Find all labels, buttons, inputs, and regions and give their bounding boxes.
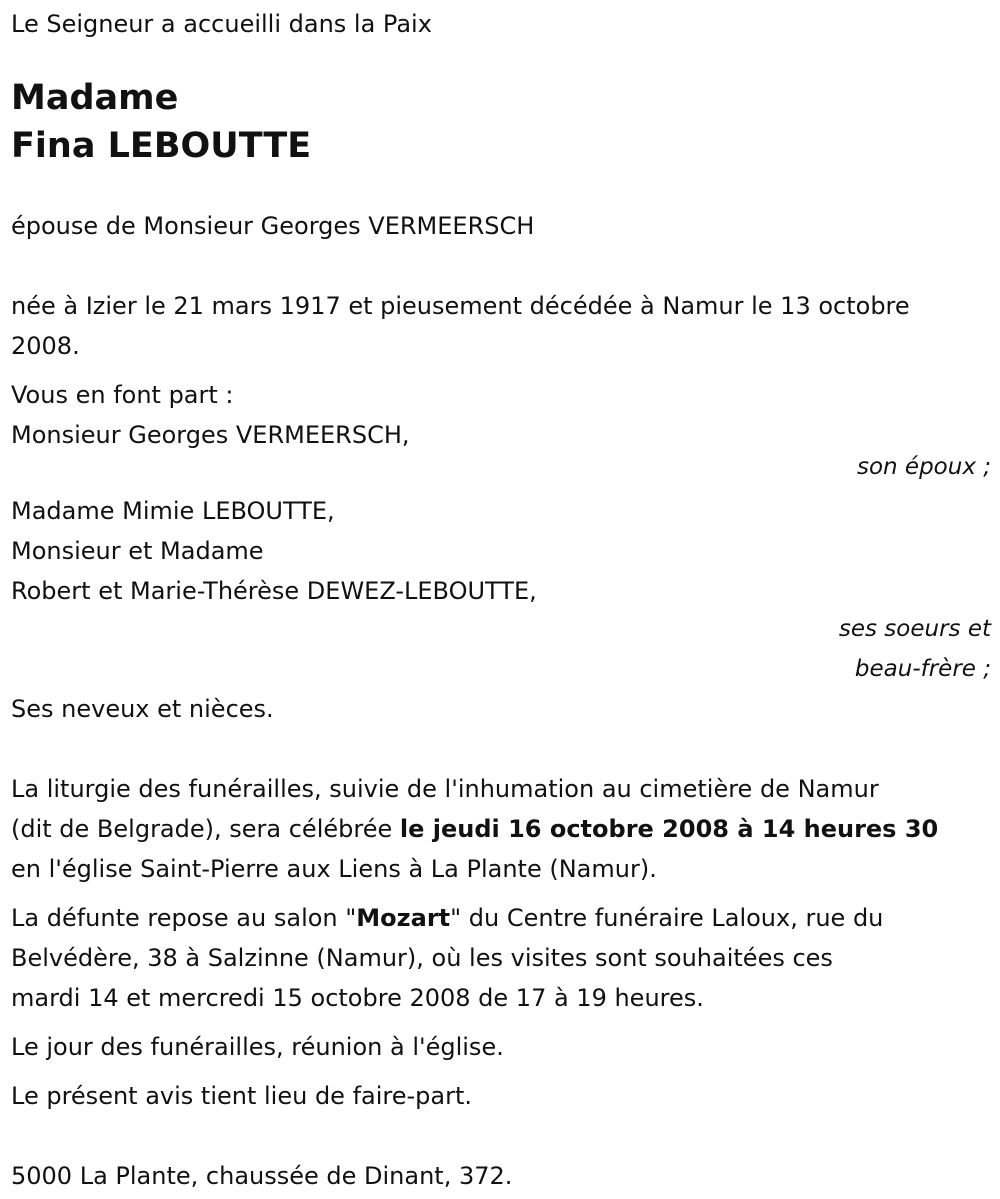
family-name: Monsieur et Madame: [11, 537, 264, 565]
obituary-notice: [11, 4, 991, 1196]
liturgy-paragraph: [11, 769, 991, 889]
family-group-siblings: [11, 491, 991, 689]
liturgy-line-1: La liturgie des funérailles, suivie de l'inhumation au cimetière de Namur: [11, 775, 879, 803]
repose-paragraph: [11, 898, 991, 1018]
spouse-line: épouse de Monsieur Georges VERMEERSCH: [11, 212, 535, 240]
family-relation: son époux ;: [856, 454, 991, 480]
liturgy-line-2-text: (dit de Belgrade), sera célébrée: [11, 815, 400, 843]
family-name: Robert et Marie-Thérèse DEWEZ-LEBOUTTE,: [11, 577, 537, 605]
notice-line: Le présent avis tient lieu de faire-part.: [11, 1082, 473, 1110]
title-line-2: Fina LEBOUTTE: [11, 126, 312, 166]
liturgy-line-3: en l'église Saint-Pierre aux Liens à La Plante (Namur).: [11, 855, 657, 883]
family-name: Madame Mimie LEBOUTTE,: [11, 497, 335, 525]
intro-text: Le Seigneur a accueilli dans la Paix: [11, 10, 432, 38]
funeral-date-time: le jeudi 16 octobre 2008 à 14 heures 30: [399, 815, 939, 843]
birth-death-line-1: née à Izier le 21 mars 1917 et pieusement décédée à Namur le 13 octobre: [11, 292, 910, 320]
deceased-title: [11, 74, 991, 170]
family-section: [11, 375, 991, 729]
family-name: Monsieur Georges VERMEERSCH,: [11, 421, 410, 449]
repose-line-1-post: " du Centre funéraire Laloux, rue du: [450, 904, 884, 932]
repose-line-1: [11, 898, 991, 938]
family-group-spouse: [11, 415, 991, 487]
repose-line-3: mardi 14 et mercredi 15 octobre 2008 de 17 à 19 heures.: [11, 984, 704, 1012]
address-line: 5000 La Plante, chaussée de Dinant, 372.: [11, 1162, 513, 1190]
notify-intro: Vous en font part :: [11, 381, 234, 409]
repose-line-2: Belvédère, 38 à Salzinne (Namur), où les visites sont souhaitées ces: [11, 944, 833, 972]
reunion-line: Le jour des funérailles, réunion à l'église.: [11, 1033, 504, 1061]
salon-name: Mozart: [356, 904, 451, 932]
title-line-1: Madame: [11, 78, 179, 118]
family-relation: ses soeurs et: [838, 616, 991, 642]
repose-line-1-pre: La défunte repose au salon ": [11, 904, 357, 932]
birth-death-line-2: 2008.: [11, 332, 80, 360]
birth-death-paragraph: [11, 286, 991, 366]
others-line: Ses neveux et nièces.: [11, 695, 274, 723]
family-relation: beau-frère ;: [854, 656, 991, 682]
liturgy-line-2: [11, 809, 991, 849]
